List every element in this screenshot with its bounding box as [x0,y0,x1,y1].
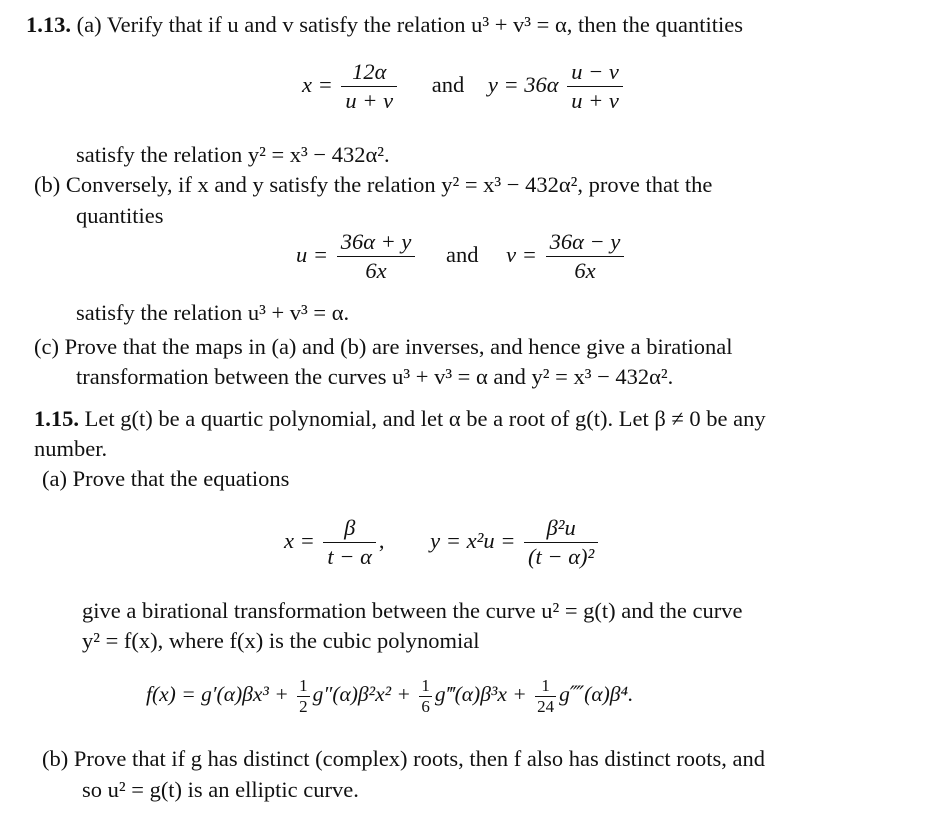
fraction-u [337,228,416,285]
fraction-denominator: 6x [365,258,387,284]
equation-row-a [302,58,626,115]
part-c-line-1 [34,334,732,360]
cubic-polynomial-equation [146,676,633,716]
fraction-denominator: u + v [345,88,394,114]
fraction-x [341,58,397,115]
part-label: (b) [34,172,61,197]
exercise-number: 1.13. [26,12,71,37]
fraction-denominator: u + v [571,88,619,114]
eq-v-lhs: v = [506,241,537,267]
part-b-text: Prove that if g has distinct (complex) roots, then f also has distinct roots, and [73,746,766,771]
fraction-v [546,228,625,285]
fraction-denominator: 24 [537,696,555,716]
part-label: (b) [42,746,69,771]
fraction-denominator: 6x [574,258,596,284]
part-a-line-1: give a birational transformation between the curve u² = g(t) and the curve [82,598,743,623]
fraction-denominator: 6 [421,696,430,716]
part-b-line-2: quantities [76,203,164,228]
f-part-3: g‴(α)β³x + [434,681,527,706]
fraction-one-sixth [419,676,432,716]
part-b-line-1 [34,172,712,198]
fraction-denominator: t − α [327,544,372,570]
part-c-text: Prove that the maps in (a) and (b) are inverses, and hence give a birational [64,334,733,359]
exercise-1-15-heading [34,406,766,432]
fraction-one-half [297,676,310,716]
part-a-outro: satisfy the relation y² = x³ − 432α². [76,142,390,167]
exercise-intro-line-2: number. [34,436,108,461]
equation-row-b [296,228,627,285]
and-connector: and [431,71,465,97]
eq-y-lhs: y = x²u = [430,527,516,553]
part-a-intro: Verify that if u and v satisfy the relation u³ + v³ = α, then the quantities [106,12,743,37]
part-label: (c) [34,334,59,359]
fraction-numerator: 1 [535,676,556,697]
f-part-1: f(x) = g′(α)βx³ + [146,681,289,706]
fraction-numerator: 1 [299,676,308,695]
part-a-line-2: y² = f(x), where f(x) is the cubic polynomial [82,628,480,653]
f-part-4: g⁗(α)β⁴. [559,681,634,706]
eq-u-lhs: u = [296,241,329,267]
eq-y-lhs: y = 36α [487,71,559,97]
fraction-numerator: 36α − y [546,228,625,257]
part-a-line [42,466,289,492]
exercise-number: 1.15. [34,406,79,431]
part-b-outro: satisfy the relation u³ + v³ = α. [76,300,350,325]
comma: , [378,527,385,553]
part-b-line-2: so u² = g(t) is an elliptic curve. [82,777,359,802]
fraction-numerator: u − v [567,58,623,87]
fraction-numerator: 36α + y [337,228,416,257]
part-c-line-2: transformation between the curves u³ + v³ = α and y² = x³ − 432α². [76,364,674,389]
part-a-text: Prove that the equations [72,466,290,491]
fraction-y [524,514,598,571]
eq-x-lhs: x = [302,71,333,97]
fraction-denominator: (t − α)² [528,544,595,570]
fraction-numerator: 12α [341,58,397,87]
fraction-x [323,514,376,571]
f-part-2: g″(α)β²x² + [312,681,411,706]
fraction-y [567,58,623,115]
fraction-one-twentyfourth [535,676,556,716]
exercise-intro: Let g(t) be a quartic polynomial, and let α be a root of g(t). Let β ≠ 0 be any [84,406,766,431]
fraction-numerator: 1 [421,676,430,695]
fraction-numerator: β²u [524,514,598,543]
part-b-line-1 [42,746,765,772]
part-b-text: Conversely, if x and y satisfy the relation y² = x³ − 432α², prove that the [65,172,713,197]
fraction-numerator: β [323,514,376,543]
and-connector: and [446,241,479,267]
eq-x-lhs: x = [284,527,315,553]
fraction-denominator: 2 [299,696,308,716]
part-label: (a) [76,12,102,37]
part-label: (a) [42,466,67,491]
exercise-1-13-heading [26,12,743,38]
equation-row-c [284,514,601,571]
